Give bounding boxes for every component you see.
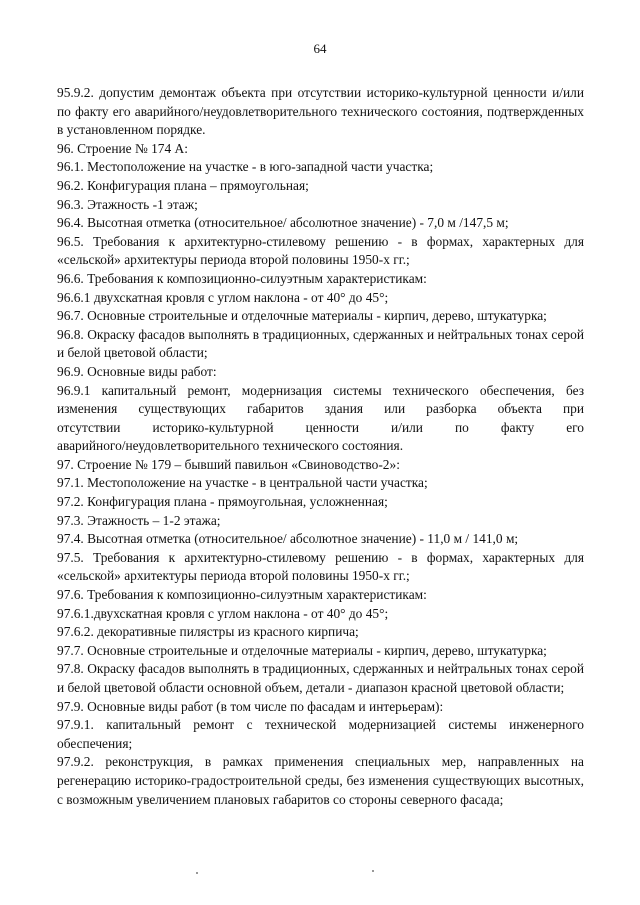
scan-speck [196, 872, 198, 874]
paragraph-97-6-2: 97.6.2. декоративные пилястры из красного кирпича; [57, 624, 359, 640]
paragraph-97-6: 97.6. Требования к композиционно-силуэтным характеристикам: [57, 587, 427, 603]
paragraph-96-2: 96.2. Конфигурация плана – прямоугольная; [57, 177, 309, 193]
paragraph-96-3: 96.3. Этажность -1 этаж; [57, 196, 198, 212]
paragraph-97-4: 97.4. Высотная отметка (относительное/ абсолютное значение) - 11,0 м / 141,0 м; [57, 531, 519, 547]
paragraph-96-1: 96.1. Местоположение на участке - в юго-западной части участка; [57, 159, 434, 175]
paragraph-96-7: 96.7. Основные строительные и отделочные материалы - кирпич, дерево, штукатурка; [57, 308, 547, 324]
paragraph-97-6-1: 97.6.1.двухскатная кровля с углом наклона - от 40° до 45°; [57, 605, 389, 621]
paragraph-97-5: 97.5. Требования к архитектурно-стилевому решению - в формах, характерных для «сельской» архитектуры периода второй половины 1950-х гг.; [57, 549, 584, 584]
paragraph-97-9-1: 97.9.1. капитальный ремонт с технической модернизацией системы инженерного обеспечения; [57, 717, 584, 751]
paragraph-97-9-2: 97.9.2. реконструкция, в рамках применения специальных мер, направленных на регенерацию историко-градостроительной среды, без изменения существующих высотных, с возможным увеличением плановых габаритов со стороны северного фасада; [57, 754, 584, 807]
paragraph-95-9-2: 95.9.2. допустим демонтаж объекта при отсутствии историко-культурной ценности и/или по факту его аварийного/неудовлетворительного технического состояния, подтвержденных в установленном порядке. [57, 85, 584, 138]
paragraph-97-8: 97.8. Окраску фасадов выполнять в традиционных, сдержанных и нейтральных тонах серой и белой цветовой области основной объем, детали - диапазон красной цветовой области; [57, 661, 584, 695]
paragraph-97-3: 97.3. Этажность – 1-2 этажа; [57, 512, 221, 528]
paragraph-96-9: 96.9. Основные виды работ: [57, 363, 217, 379]
paragraph-96-4: 96.4. Высотная отметка (относительное/ абсолютное значение) - 7,0 м /147,5 м; [57, 215, 509, 231]
paragraph-96-6: 96.6. Требования к композиционно-силуэтным характеристикам: [57, 270, 427, 286]
page-number: 64 [313, 41, 327, 56]
document-body [57, 84, 584, 809]
paragraph-97-2: 97.2. Конфигурация плана - прямоугольная, усложненная; [57, 494, 388, 510]
paragraph-97-7: 97.7. Основные строительные и отделочные материалы - кирпич, дерево, штукатурка; [57, 642, 547, 658]
paragraph-96-heading: 96. Строение № 174 А: [57, 140, 188, 156]
paragraph-97-9: 97.9. Основные виды работ (в том числе по фасадам и интерьерам): [57, 698, 444, 714]
paragraph-96-8: 96.8. Окраску фасадов выполнять в традиционных, сдержанных и нейтральных тонах серой и белой цветовой области; [57, 326, 584, 361]
paragraph-97-heading: 97. Строение № 179 – бывший павильон «Свиноводство-2»: [57, 456, 400, 472]
paragraph-96-5: 96.5. Требования к архитектурно-стилевому решению - в формах, характерных для «сельской» архитектуры периода второй половины 1950-х гг.; [57, 233, 584, 268]
paragraph-97-1: 97.1. Местоположение на участке - в центральной части участка; [57, 475, 428, 491]
paragraph-96-6-1: 96.6.1 двухскатная кровля с углом наклона - от 40° до 45°; [57, 289, 389, 305]
paragraph-96-9-1-end: аварийного/неудовлетворительного технического состояния. [57, 438, 404, 454]
scan-speck [372, 870, 374, 872]
paragraph-96-9-1-cont: отсутствии историко-культурной ценности и/или по факту его [57, 419, 584, 435]
paragraph-96-9-1: 96.9.1 капитальный ремонт, модернизация системы технического обеспечения, без изменения существующих габаритов здания или разборка объекта при [57, 382, 584, 417]
